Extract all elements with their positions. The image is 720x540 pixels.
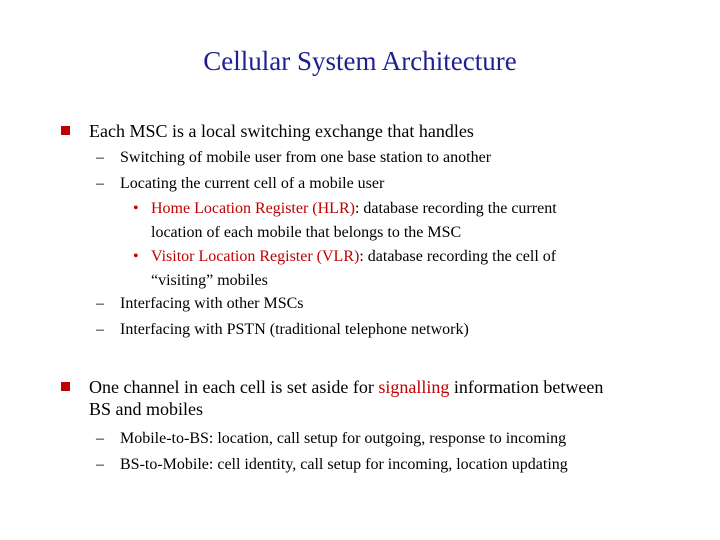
dot-bullet-icon: • [133, 248, 139, 265]
sub-item [96, 455, 568, 475]
bullet-text: One channel in each cell is set aside for [89, 377, 379, 397]
sub-item [96, 148, 492, 168]
dash-bullet-icon: – [96, 321, 104, 338]
bullet-item-msc [89, 120, 474, 142]
subsub-text-line2: location of each mobile that belongs to the MSC [151, 224, 462, 241]
slide-title: Cellular System Architecture [203, 46, 517, 76]
dash-bullet-icon: – [96, 430, 104, 447]
sub-item [96, 294, 304, 314]
subsub-text: : database recording the current [354, 200, 557, 217]
bullet-text: Each MSC is a local switching exchange that handles [89, 121, 474, 141]
sub-item-text: Mobile-to-BS: location, call setup for outgoing, response to incoming [120, 430, 567, 447]
sub-item-text: Switching of mobile user from one base station to another [120, 149, 492, 166]
bullet-item-signalling [89, 376, 603, 420]
dot-bullet-icon: • [133, 200, 139, 217]
subsub-item-vlr [133, 245, 557, 293]
square-bullet-icon [61, 382, 70, 391]
term-vlr: Visitor Location Register (VLR) [151, 248, 360, 265]
subsub-item-hlr [133, 197, 557, 245]
dash-bullet-icon: – [96, 175, 104, 192]
sub-item [96, 174, 385, 194]
dash-bullet-icon: – [96, 149, 104, 166]
sub-item-text: Interfacing with other MSCs [120, 295, 304, 312]
subsub-text-line2: “visiting” mobiles [151, 272, 268, 289]
sub-item-text: Interfacing with PSTN (traditional telephone network) [120, 321, 469, 338]
term-hlr: Home Location Register (HLR) [151, 200, 355, 217]
bullet-text: information between [449, 377, 604, 397]
sub-item [96, 320, 469, 340]
sub-item [96, 429, 567, 449]
square-bullet-icon [61, 126, 70, 135]
sub-item-text: BS-to-Mobile: cell identity, call setup for incoming, location updating [120, 456, 568, 473]
subsub-text: : database recording the cell of [359, 248, 557, 265]
sub-item-text: Locating the current cell of a mobile user [120, 175, 385, 192]
dash-bullet-icon: – [96, 456, 104, 473]
term-signalling: signalling [378, 377, 450, 397]
bullet-text-line2: BS and mobiles [89, 399, 204, 419]
dash-bullet-icon: – [96, 295, 104, 312]
